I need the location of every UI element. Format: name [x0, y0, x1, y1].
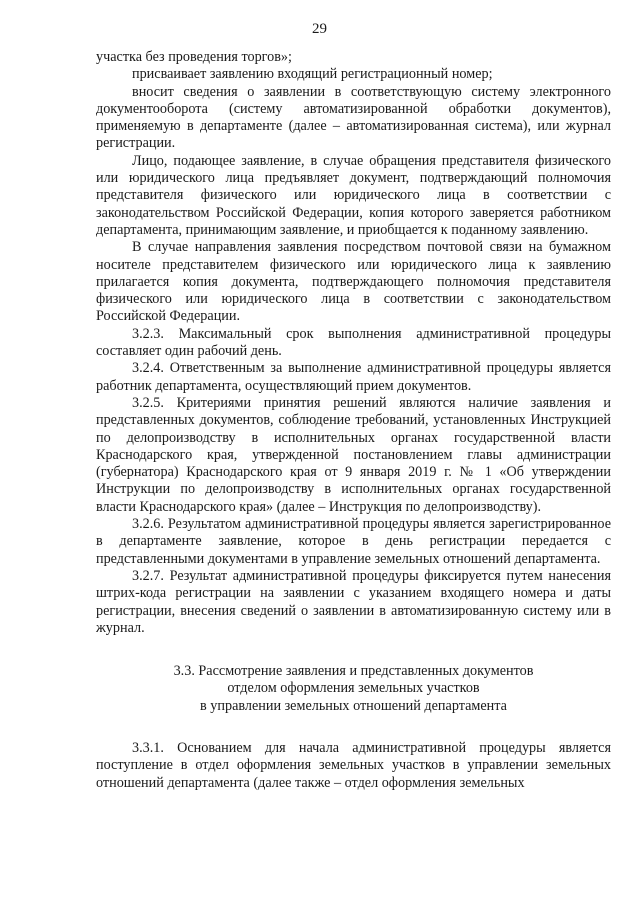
- section-heading-line: в управлении земельных отношений департамента: [200, 697, 507, 714]
- paragraph: 3.2.5. Критериями принятия решений являются наличие заявления и представленных документов, соблюдение требований, установленных Инструкцией по делопроизводству в исполнительных органах государственной власти Краснодарского края, утвержденной постановлением главы администрации (губернатора) Краснодарского края от 9 января 2019 г. № 1 «Об утверждении Инструкции по делопроизводству в исполнительных органах государственной власти Краснодарского края» (далее – Инструкция по делопроизводству).: [96, 394, 611, 515]
- paragraph: Лицо, подающее заявление, в случае обращения представителя физического или юридического лица предъявляет документ, подтверждающий полномочия представителя физического или юридического лица в соответствии с законодательством Российской Федерации, копия которого заверяется работником департамента, принимающим заявление, и приобщается к поданному заявлению.: [96, 152, 611, 238]
- paragraphs-before: [96, 49, 611, 637]
- paragraph: 3.2.7. Результат административной процедуры фиксируется путем нанесения штрих-кода регистрации на заявлении с указанием входящего номера и даты регистрации, внесения сведений о заявлении в автоматизированную систему или в журнал.: [96, 567, 611, 636]
- paragraph: 3.2.6. Результатом административной процедуры является зарегистрированное в департаменте заявление, которое в день регистрации передается с представленными документами в управление земельных отношений департамента.: [96, 516, 611, 567]
- paragraph: 3.3.1. Основанием для начала административной процедуры является поступление в отдел оформления земельных участков в управлении земельных отношений департамента (далее также – отдел оформления земельных: [96, 739, 611, 791]
- document-body: [96, 49, 611, 792]
- paragraph: участка без проведения торгов»;: [96, 49, 292, 65]
- paragraph: вносит сведения о заявлении в соответствующую систему электронного документооборота (систему автоматизированной обработки документов), применяемую в департаменте (далее – автоматизированная система), или журнал регистрации.: [96, 83, 611, 152]
- paragraph: 3.2.3. Максимальный срок выполнения административной процедуры составляет один рабочий день.: [96, 325, 611, 360]
- page-number: 29: [312, 21, 327, 37]
- section-heading-line: 3.3. Рассмотрение заявления и представленных документов: [173, 663, 534, 680]
- paragraph: В случае направления заявления посредством почтовой связи на бумажном носителе представителем физического или юридического лица к заявлению прилагается копия документа, подтверждающего полномочия представителя физического или юридического лица в соответствии с законодательством Российской Федерации.: [96, 239, 611, 325]
- section-heading-line: отделом оформления земельных участков: [227, 680, 480, 697]
- paragraphs-after: [96, 740, 611, 792]
- section-heading: [96, 663, 611, 715]
- paragraph: присваивает заявлению входящий регистрационный номер;: [132, 66, 493, 83]
- paragraph: 3.2.4. Ответственным за выполнение административной процедуры является работник департамента, осуществляющий прием документов.: [96, 360, 611, 394]
